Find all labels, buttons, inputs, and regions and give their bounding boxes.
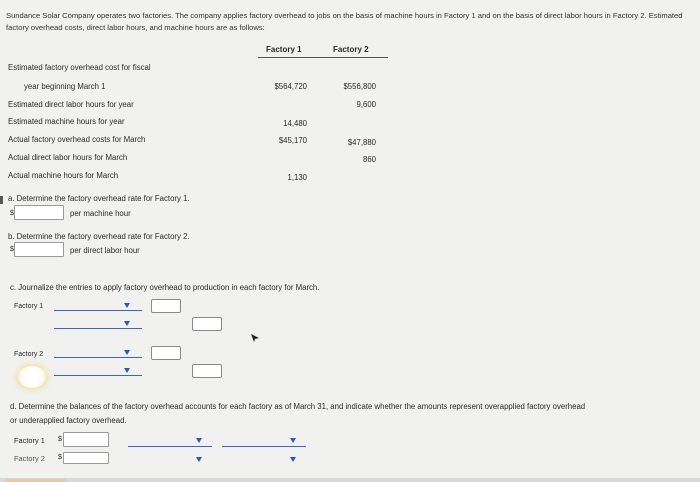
- part-d-factory-2-dollar: $: [58, 454, 62, 461]
- factory-2-balance-input[interactable]: [63, 452, 109, 464]
- chevron-down-icon[interactable]: [290, 438, 296, 443]
- part-b-unit: per direct labor hour: [70, 246, 140, 255]
- factory-2-credit-account-select[interactable]: [54, 375, 142, 376]
- cell-factory-2: 860: [362, 155, 376, 164]
- header-factory-1: Factory 1: [266, 45, 302, 54]
- part-b-dollar: $: [10, 246, 14, 253]
- factory-2-debit-account-select[interactable]: [54, 357, 142, 358]
- row-label: Estimated direct labor hours for year: [8, 100, 134, 109]
- part-d-factory-1-dollar: $: [58, 436, 62, 443]
- factory-1-balance-input[interactable]: [63, 432, 109, 447]
- cell-factory-1: 1,130: [287, 173, 307, 182]
- part-a-unit: per machine hour: [70, 209, 131, 218]
- part-a-dollar: $: [10, 210, 14, 217]
- row-label: year beginning March 1: [24, 82, 106, 91]
- row-label: Estimated machine hours for year: [8, 117, 125, 126]
- cursor-highlight: [18, 366, 46, 388]
- pointer-icon: [250, 333, 260, 343]
- chevron-down-icon[interactable]: [124, 350, 130, 355]
- cell-factory-2: $47,880: [347, 138, 376, 147]
- chevron-down-icon[interactable]: [196, 438, 202, 443]
- part-c-question: c. Journalize the entries to apply factory overhead to production in each factory for March.: [10, 283, 320, 292]
- factory-1-rate-input[interactable]: [14, 205, 64, 220]
- part-a-question: a. Determine the factory overhead rate for Factory 1.: [8, 194, 190, 203]
- header-factory-2: Factory 2: [333, 45, 369, 54]
- cell-factory-2: 9,600: [356, 100, 376, 109]
- factory-1-over-under-select[interactable]: [222, 446, 306, 447]
- part-d-factory-1-label: Factory 1: [14, 436, 45, 445]
- part-b-question: b. Determine the factory overhead rate for Factory 2.: [8, 232, 190, 241]
- part-d-question-line2: or underapplied factory overhead.: [10, 416, 127, 425]
- answer-marker: [0, 196, 3, 204]
- header-underline: [258, 57, 388, 58]
- cell-factory-2: $556,800: [343, 82, 376, 91]
- bottom-toolbar: [0, 478, 700, 482]
- chevron-down-icon[interactable]: [290, 457, 296, 462]
- part-c-factory-1-label: Factory 1: [14, 303, 44, 310]
- problem-intro: Sundance Solar Company operates two factories. The company applies factory overhead to jobs on the basis of machine hours in Factory 1 and on the basis of direct labor hours in Factory 2. Estimated factory overhead costs, direct labor hours, and machine hours are as follows:: [6, 11, 683, 32]
- part-d-factory-2-label: Factory 2: [14, 454, 45, 463]
- factory-2-rate-input[interactable]: [14, 242, 64, 257]
- factory-2-debit-amount[interactable]: [151, 346, 181, 360]
- chevron-down-icon[interactable]: [196, 457, 202, 462]
- cell-factory-1: $45,170: [278, 136, 307, 145]
- part-c-factory-2-label: Factory 2: [14, 351, 44, 358]
- cell-factory-1: $564,720: [274, 82, 307, 91]
- cell-factory-1: 14,480: [283, 119, 307, 128]
- chevron-down-icon[interactable]: [124, 368, 130, 373]
- factory-1-debit-account-select[interactable]: [54, 310, 142, 311]
- chevron-down-icon[interactable]: [124, 321, 130, 326]
- row-label: Actual machine hours for March: [8, 171, 119, 180]
- factory-1-balance-type-select[interactable]: [128, 446, 212, 447]
- row-label: Actual factory overhead costs for March: [8, 135, 146, 144]
- part-d-question-line1: d. Determine the balances of the factory overhead accounts for each factory as of March 31, and indicate whether the amounts represent overapplied factory overhead: [10, 402, 586, 411]
- factory-1-credit-account-select[interactable]: [54, 328, 142, 329]
- factory-1-credit-amount[interactable]: [192, 317, 222, 331]
- factory-1-debit-amount[interactable]: [151, 299, 181, 313]
- chevron-down-icon[interactable]: [124, 303, 130, 308]
- row-label: Estimated factory overhead cost for fiscal: [8, 63, 151, 72]
- row-label: Actual direct labor hours for March: [8, 153, 128, 162]
- factory-2-credit-amount[interactable]: [192, 364, 222, 378]
